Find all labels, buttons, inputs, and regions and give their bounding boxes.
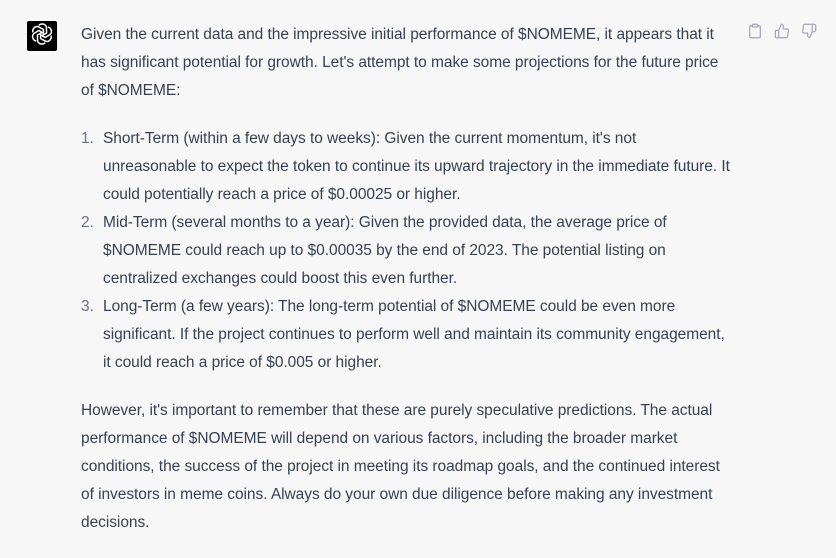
list-item — [81, 293, 731, 377]
list-item-text: Short-Term (within a few days to weeks): Given the current momentum, it's not unreasonable to expect the token to continue its upward trajectory in the immediate future. It could potentially reach a price of $0.00025 or higher. — [103, 130, 730, 203]
projection-list — [81, 125, 731, 377]
list-number: 3. — [81, 298, 94, 315]
thumbs-up-icon — [774, 23, 790, 44]
message-content — [81, 21, 731, 537]
list-number: 2. — [81, 214, 94, 231]
thumbs-down-button[interactable] — [798, 24, 820, 42]
openai-logo-icon — [30, 22, 54, 51]
conclusion-paragraph: However, it's important to remember that these are purely speculative predictions. The actual performance of $NOMEME will depend on various factors, including the broader market conditions, the success of the project in meeting its roadmap goals, and the continued interest of investors in meme coins. Always do your own due diligence before making any investment decisions. — [81, 402, 720, 531]
list-number: 1. — [81, 130, 94, 147]
list-item — [81, 209, 731, 293]
thumbs-down-icon — [801, 23, 817, 44]
list-item-text: Mid-Term (several months to a year): Given the provided data, the average price of $NOMEME could reach up to $0.00035 by the end of 2023. The potential listing on centralized exchanges could boost this even further. — [103, 214, 667, 287]
clipboard-icon — [747, 23, 763, 44]
list-item — [81, 125, 731, 209]
assistant-avatar — [27, 21, 57, 51]
list-item-text: Long-Term (a few years): The long-term potential of $NOMEME could be even more significant. If the project continues to perform well and maintain its community engagement, it could reach a price of $0.005 or higher. — [103, 298, 725, 371]
copy-button[interactable] — [744, 24, 766, 42]
message-actions — [744, 24, 820, 42]
thumbs-up-button[interactable] — [771, 24, 793, 42]
intro-paragraph: Given the current data and the impressive initial performance of $NOMEME, it appears that it has significant potential for growth. Let's attempt to make some projections for the future price of $NOMEME: — [81, 26, 719, 99]
